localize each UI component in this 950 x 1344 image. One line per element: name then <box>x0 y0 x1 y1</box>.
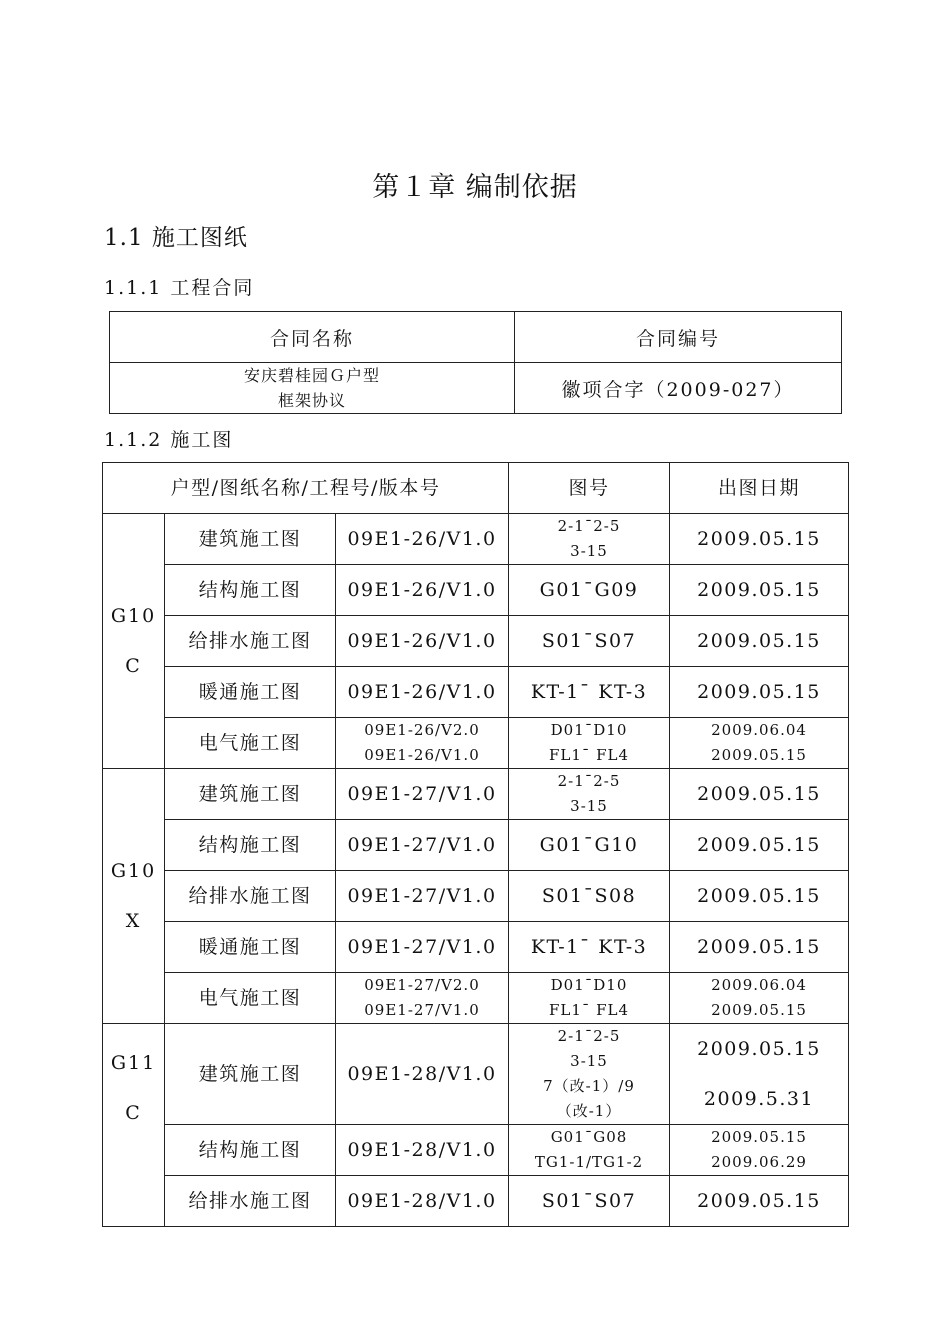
issue-date-cell: 2009.05.15 <box>670 922 849 973</box>
drawing-name-cell: 电气施工图 <box>165 718 336 769</box>
table-row <box>103 1125 849 1176</box>
table-row <box>103 769 849 820</box>
table-row <box>103 616 849 667</box>
project-number-cell <box>336 718 509 769</box>
issue-date-cell: 2009.05.15 <box>670 616 849 667</box>
chapter-title: 第１章 编制依据 <box>372 172 578 203</box>
table-row <box>103 820 849 871</box>
unit-type-line: G10 <box>110 605 157 627</box>
drawing-number-cell <box>509 1024 670 1125</box>
issue-date-cell <box>670 973 849 1024</box>
project-number-cell: 09E1-27/V1.0 <box>336 820 509 871</box>
drawing-number-line: 3-15 <box>570 542 608 560</box>
project-number-cell: 09E1-28/V1.0 <box>336 1125 509 1176</box>
drawing-number-cell: S01¯S08 <box>509 871 670 922</box>
project-number-cell: 09E1-26/V1.0 <box>336 514 509 565</box>
contract-name-cell <box>110 363 515 414</box>
header-issue-date: 出图日期 <box>670 463 849 514</box>
unit-type-line: C <box>125 655 142 677</box>
drawing-name-cell: 结构施工图 <box>165 1125 336 1176</box>
drawing-number-line: FL1¯ FL4 <box>548 746 630 764</box>
drawing-number-line: TG1-1/TG1-2 <box>534 1153 644 1171</box>
issue-date-line: 2009.05.15 <box>711 746 807 764</box>
drawing-name-cell: 暖通施工图 <box>165 922 336 973</box>
drawing-number-line: （改-1） <box>556 1102 622 1120</box>
drawing-name-cell: 建筑施工图 <box>165 769 336 820</box>
project-number-line: 09E1-27/V2.0 <box>364 976 480 994</box>
issue-date-line: 2009.05.15 <box>697 1038 821 1060</box>
contract-name-line: 框架协议 <box>277 391 346 410</box>
drawing-name-cell: 结构施工图 <box>165 820 336 871</box>
table-row <box>103 973 849 1024</box>
project-number-line: 09E1-27/V1.0 <box>364 1001 480 1019</box>
issue-date-line: 2009.05.15 <box>711 1128 807 1146</box>
issue-date-cell <box>670 1024 849 1125</box>
table-row <box>103 922 849 973</box>
project-number-cell <box>336 973 509 1024</box>
issue-date-cell <box>670 718 849 769</box>
contract-name-line: 安庆碧桂园Ｇ户型 <box>243 366 380 385</box>
drawing-name-cell: 建筑施工图 <box>165 514 336 565</box>
drawing-number-cell: S01¯S07 <box>509 616 670 667</box>
issue-date-line: 2009.5.31 <box>703 1088 815 1110</box>
unit-type-cell <box>103 1024 165 1227</box>
project-number-line: 09E1-26/V2.0 <box>364 721 480 739</box>
issue-date-cell: 2009.05.15 <box>670 1176 849 1227</box>
drawing-number-cell: G01¯G09 <box>509 565 670 616</box>
issue-date-cell: 2009.05.15 <box>670 667 849 718</box>
issue-date-cell: 2009.05.15 <box>670 820 849 871</box>
table-row <box>103 565 849 616</box>
drawing-number-line: FL1¯ FL4 <box>548 1001 630 1019</box>
header-type-name-project: 户型/图纸名称/工程号/版本号 <box>103 463 509 514</box>
drawing-name-cell: 给排水施工图 <box>165 871 336 922</box>
drawing-number-line: D01¯D10 <box>550 721 628 739</box>
drawing-number-cell <box>509 1125 670 1176</box>
unit-type-cell <box>103 769 165 1024</box>
drawing-number-line: 3-15 <box>570 797 608 815</box>
issue-date-cell: 2009.05.15 <box>670 871 849 922</box>
unit-type-line: G11 <box>110 1052 157 1074</box>
project-number-line: 09E1-26/V1.0 <box>364 746 480 764</box>
drawing-number-line: 2-1¯2-5 <box>557 1027 621 1045</box>
header-contract-name: 合同名称 <box>110 312 515 363</box>
drawing-number-cell: G01¯G10 <box>509 820 670 871</box>
unit-type-cell <box>103 514 165 769</box>
drawing-number-line: 2-1¯2-5 <box>557 772 621 790</box>
drawing-name-cell: 结构施工图 <box>165 565 336 616</box>
issue-date-cell <box>670 1125 849 1176</box>
unit-type-line: G10 <box>110 860 157 882</box>
drawing-number-line: D01¯D10 <box>550 976 628 994</box>
drawing-number-line: 2-1¯2-5 <box>557 517 621 535</box>
table-row <box>103 718 849 769</box>
issue-date-line: 2009.06.29 <box>711 1153 807 1171</box>
drawing-number-cell: S01¯S07 <box>509 1176 670 1227</box>
table-row <box>103 667 849 718</box>
project-number-cell: 09E1-27/V1.0 <box>336 922 509 973</box>
issue-date-cell: 2009.05.15 <box>670 565 849 616</box>
project-number-cell: 09E1-27/V1.0 <box>336 871 509 922</box>
issue-date-line: 2009.05.15 <box>711 1001 807 1019</box>
section-heading-1-1-1: 1.1.1 工程合同 <box>104 277 255 299</box>
table-row <box>110 363 842 414</box>
unit-type-line: X <box>125 910 142 932</box>
table-header-row <box>103 463 849 514</box>
table-row <box>103 871 849 922</box>
issue-date-line: 2009.06.04 <box>711 976 807 994</box>
drawing-number-cell <box>509 514 670 565</box>
drawing-number-cell <box>509 718 670 769</box>
project-number-cell: 09E1-26/V1.0 <box>336 667 509 718</box>
contract-number-cell: 徽项合字（2009-027） <box>515 363 842 414</box>
drawing-number-cell <box>509 769 670 820</box>
drawing-number-line: 3-15 <box>570 1052 608 1070</box>
drawing-number-cell: KT-1¯ KT-3 <box>509 667 670 718</box>
drawing-number-cell <box>509 973 670 1024</box>
drawing-number-line: G01¯G08 <box>550 1128 628 1146</box>
issue-date-cell: 2009.05.15 <box>670 769 849 820</box>
drawing-name-cell: 电气施工图 <box>165 973 336 1024</box>
issue-date-cell: 2009.05.15 <box>670 514 849 565</box>
project-number-cell: 09E1-28/V1.0 <box>336 1176 509 1227</box>
header-contract-number: 合同编号 <box>515 312 842 363</box>
drawing-number-cell: KT-1¯ KT-3 <box>509 922 670 973</box>
table-row <box>103 1024 849 1125</box>
table-header-row <box>110 312 842 363</box>
header-drawing-number: 图号 <box>509 463 670 514</box>
issue-date-line: 2009.06.04 <box>711 721 807 739</box>
project-number-cell: 09E1-26/V1.0 <box>336 616 509 667</box>
drawings-table <box>102 462 849 1227</box>
drawing-number-line: 7（改-1）/9 <box>543 1077 635 1095</box>
section-heading-1-1: 1.1 施工图纸 <box>104 225 248 251</box>
table-row <box>103 514 849 565</box>
project-number-cell: 09E1-28/V1.0 <box>336 1024 509 1125</box>
drawing-name-cell: 给排水施工图 <box>165 616 336 667</box>
table-row <box>103 1176 849 1227</box>
drawing-name-cell: 暖通施工图 <box>165 667 336 718</box>
project-number-cell: 09E1-26/V1.0 <box>336 565 509 616</box>
drawing-name-cell: 给排水施工图 <box>165 1176 336 1227</box>
section-heading-1-1-2: 1.1.2 施工图 <box>104 429 234 451</box>
contract-table <box>109 311 842 414</box>
project-number-cell: 09E1-27/V1.0 <box>336 769 509 820</box>
unit-type-line: C <box>125 1102 142 1124</box>
drawing-name-cell: 建筑施工图 <box>165 1024 336 1125</box>
